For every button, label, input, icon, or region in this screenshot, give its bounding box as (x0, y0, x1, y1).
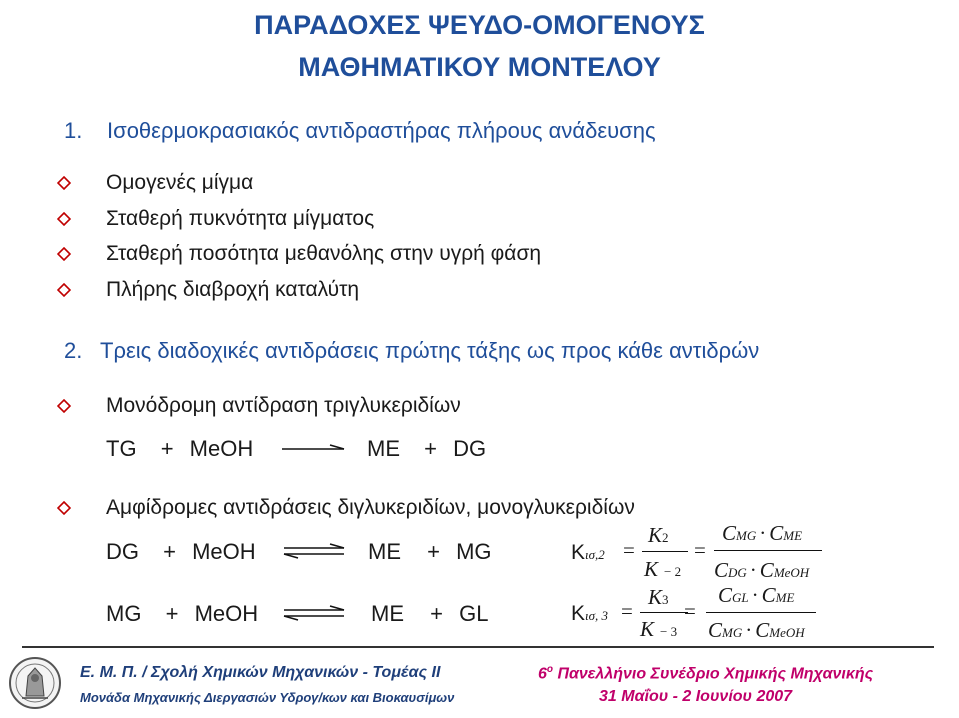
eq3-frac1-den-sub: − 3 (660, 624, 678, 639)
eq2-frac2-den-sub2: MeOH (773, 565, 810, 580)
section1-number: 1. (64, 118, 83, 143)
eq3-lhs-sub: ισ, 3 (585, 608, 609, 623)
eq2-equals-2: = (694, 538, 706, 562)
equilibrium-arrow-icon (282, 543, 346, 559)
reaction-irreversible (106, 436, 253, 462)
plus-sign: + (163, 539, 176, 564)
product-dg: DG (453, 436, 487, 461)
bullet-text: Μονόδρομη αντίδραση τριγλυκεριδίων (106, 394, 461, 417)
eq3-frac2-num-c1: C (718, 583, 733, 607)
section1-heading: Ισοθερμοκρασιακός αντιδραστήρας πλήρους ανάδευσης (107, 118, 656, 143)
eq3-frac1-den: K (640, 617, 655, 641)
reactant-mg: MG (106, 601, 142, 626)
plus-sign: + (165, 601, 179, 626)
bullet-text: Πλήρης διαβροχή καταλύτη (106, 278, 360, 301)
eq2-frac2-bar (714, 550, 822, 551)
reactant-meoh: MeOH (192, 539, 256, 564)
diamond-bullet-icon (57, 399, 71, 413)
product-gl: GL (459, 601, 489, 626)
eq2-frac2-num-sub1: MG (736, 528, 757, 543)
eq2-frac2-num-c2: C (769, 521, 784, 545)
eq3-frac1-num-sub: 3 (662, 592, 669, 607)
eq3-frac2-num-sub2: ME (775, 590, 795, 605)
eq3-frac2-num-c2: C (761, 583, 776, 607)
diamond-bullet-icon (57, 283, 71, 297)
section2-number: 2. (64, 338, 83, 363)
plus-sign: + (427, 539, 440, 564)
page-title-line2: ΜΑΘΗΜΑΤΙΚΟΥ ΜΟΝΤΕΛΟΥ (298, 52, 661, 82)
eq2-equals-1: = (623, 538, 635, 562)
eq2-frac2-den-c2: C (759, 558, 774, 582)
equilibrium-arrow-icon (282, 605, 346, 621)
eq2-frac1-den: K (644, 557, 659, 581)
footer-institution: Ε. Μ. Π. / Σχολή Χημικών Μηχανικών - Τομέας ΙΙ (80, 664, 441, 681)
eq3-frac2-den-c1: C (708, 618, 723, 642)
eq3-frac2-den-dot: · (745, 618, 753, 642)
footer-conference-number: 6 (538, 665, 547, 683)
section2-heading: Τρεις διαδοχικές αντιδράσεις πρώτης τάξης ως προς κάθε αντιδρών (100, 338, 760, 363)
product-me: ME (371, 601, 404, 626)
reactant-meoh: MeOH (194, 601, 259, 626)
eq3-frac1-num: K (648, 585, 663, 609)
product-mg: MG (456, 539, 492, 564)
page-title-line1: ΠΑΡΑΔΟΧΕΣ ΨΕΥΔΟ-ΟΜΟΓΕΝΟΥΣ (254, 10, 705, 40)
eq3-frac1-bar (640, 612, 688, 613)
eq2-frac2-num-dot: · (759, 521, 767, 545)
plus-sign: + (424, 436, 437, 461)
reactant-meoh: MeOH (189, 436, 254, 461)
plus-sign: + (430, 601, 443, 626)
reactant-tg: TG (106, 436, 137, 461)
footer-conference-title: Πανελλήνιο Συνέδριο Χημικής Μηχανικής (553, 665, 874, 683)
reaction-reversible-dg (106, 539, 256, 565)
eq2-frac1-num-sub: 2 (662, 530, 669, 545)
diamond-bullet-icon (57, 247, 71, 261)
plus-sign: + (160, 436, 174, 461)
reaction3-products (371, 601, 488, 627)
eq2-frac1-num: K (648, 523, 663, 547)
eq2-frac1-den-sub: − 2 (664, 564, 682, 579)
diamond-bullet-icon (57, 501, 71, 515)
eq3-frac2-num-dot: · (751, 583, 759, 607)
diamond-bullet-icon (57, 212, 71, 226)
eq3-frac2-den-sub1: MG (722, 625, 743, 640)
eq3-frac2-num-sub1: GL (732, 590, 749, 605)
reaction-reversible-mg (106, 601, 258, 627)
bullet-text: Ομογενές μίγμα (106, 171, 254, 194)
eq2-frac2-den-c1: C (714, 558, 729, 582)
bullet-text: Σταθερή ποσότητα μεθανόλης στην υγρή φάση (106, 242, 542, 265)
reaction1-products (367, 436, 486, 462)
product-me: ME (368, 539, 401, 564)
reaction2-products (368, 539, 492, 565)
eq2-lhs: K (571, 541, 586, 564)
single-arrow-icon (282, 443, 346, 453)
eq3-frac2-bar (706, 612, 816, 613)
eq2-frac2-num-c1: C (722, 521, 737, 545)
eq3-equals-1: = (621, 599, 633, 623)
reactant-dg: DG (106, 539, 139, 564)
eq3-lhs: K (571, 602, 586, 625)
bullet-text: Σταθερή πυκνότητα μίγματος (106, 207, 375, 230)
footer-conference (538, 664, 873, 683)
footer-conference-sup: ο (546, 664, 554, 675)
eq3-frac2-den-sub2: MeOH (769, 625, 805, 640)
footer-divider (22, 646, 934, 648)
eq2-frac1-bar (642, 551, 688, 552)
university-seal-icon (8, 654, 62, 712)
eq2-frac2-num-sub2: ME (783, 528, 803, 543)
product-me: ME (367, 436, 400, 461)
diamond-bullet-icon (57, 176, 71, 190)
eq3-frac2-den-c2: C (755, 618, 770, 642)
eq2-lhs-sub: ισ,2 (585, 547, 605, 562)
eq2-frac2-den-sub1: DG (728, 565, 747, 580)
footer-dates: 31 Μαΐου - 2 Ιουνίου 2007 (599, 688, 793, 705)
footer-lab: Μονάδα Μηχανικής Διεργασιών Υδρογ/κων και Βιοκαυσίμων (80, 690, 455, 705)
eq3-equals-2: = (684, 599, 696, 623)
eq2-frac2-den-dot: · (749, 558, 757, 582)
bullet-text: Αμφίδρομες αντιδράσεις διγλυκεριδίων, μονογλυκεριδίων (106, 496, 635, 519)
